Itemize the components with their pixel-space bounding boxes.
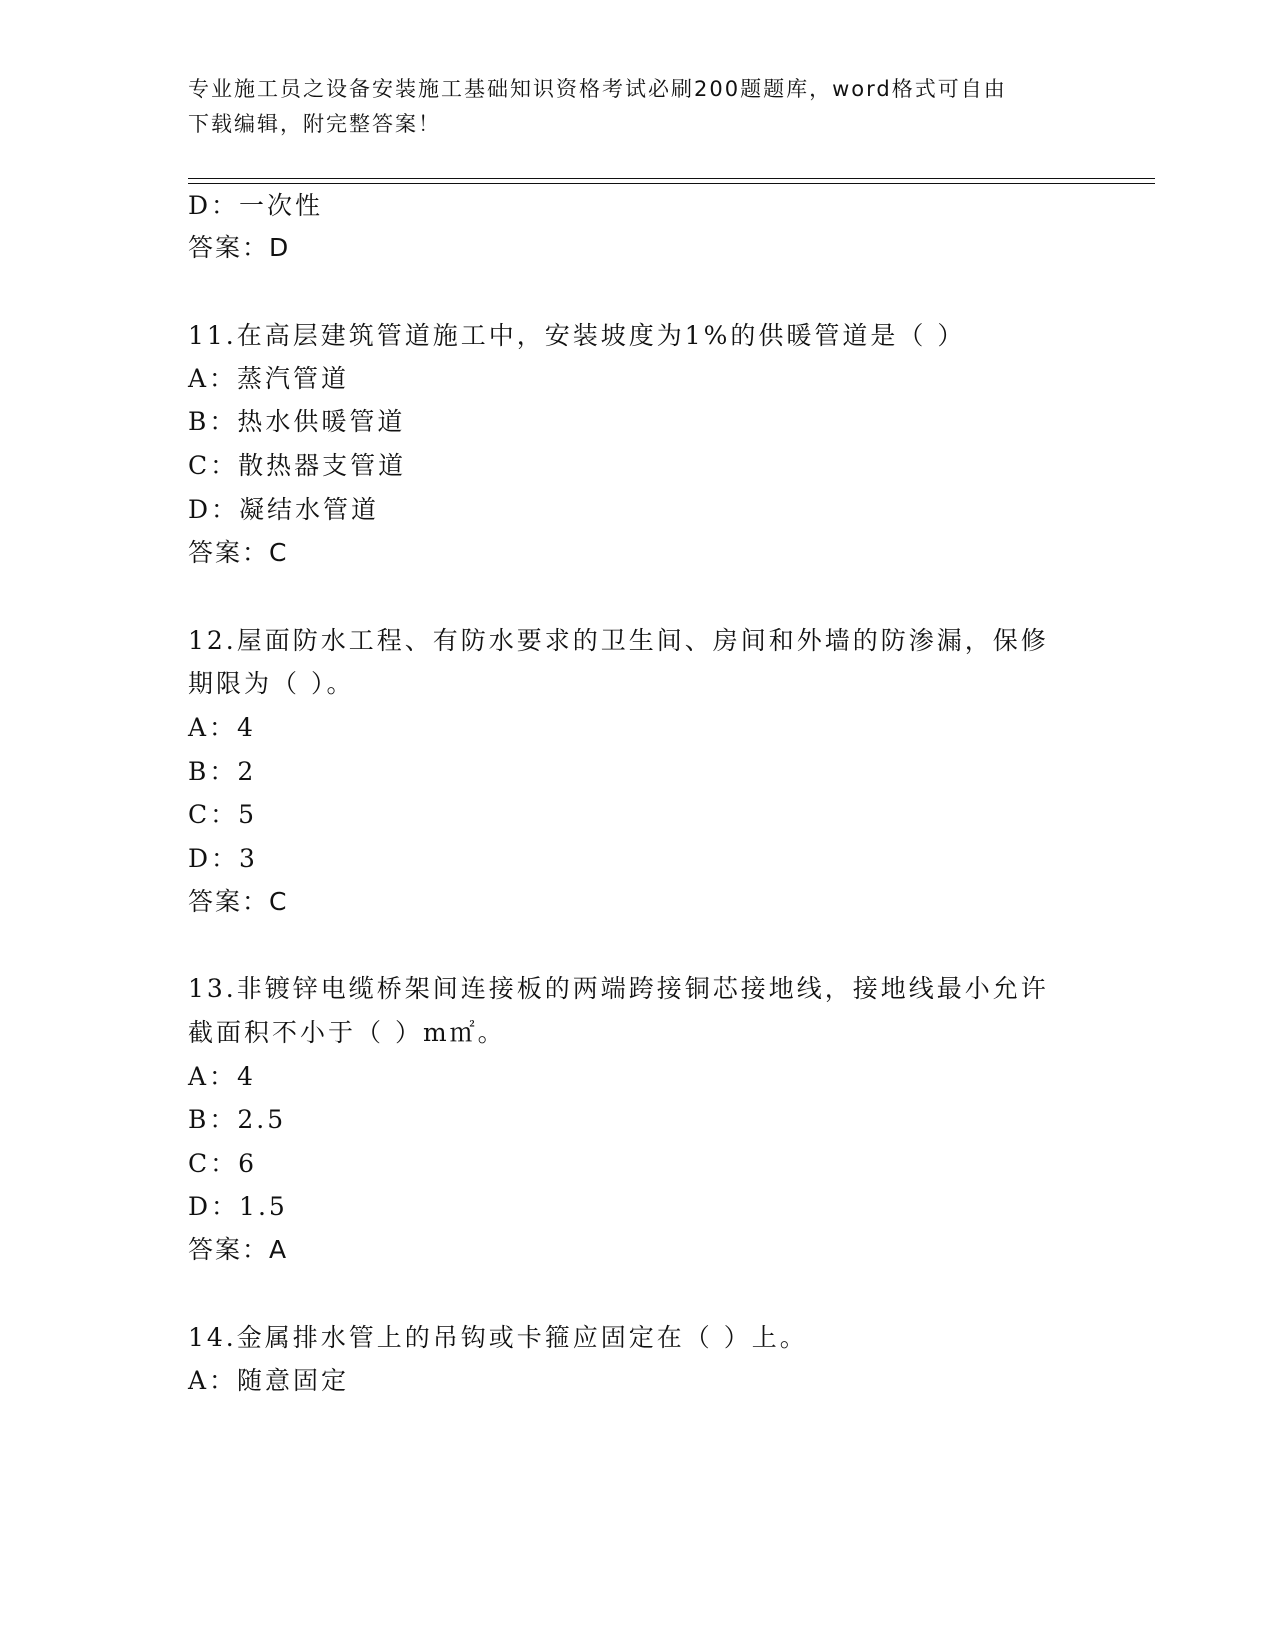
q12-option-a: A：4 [188,713,256,742]
q14-option-a: A：随意固定 [188,1366,350,1395]
prev-answer: 答案：D [188,233,291,262]
q11-option-c: C：散热器支管道 [188,451,407,480]
q12-answer: 答案：C [188,887,289,916]
q12-stem-line-1: 12.屋面防水工程、有防水要求的卫生间、房间和外墙的防渗漏，保修 [188,626,1049,655]
q12-option-b: B：2 [188,757,257,786]
document-header [188,72,1088,142]
q13-option-a: A：4 [188,1062,256,1091]
q13-stem-line-2: 截面积不小于（ ）m㎡。 [188,1018,506,1047]
q11-stem: 11.在高层建筑管道施工中，安装坡度为1%的供暖管道是（ ） [188,321,966,350]
q12-option-c: C：5 [188,800,258,829]
q13-option-c: C：6 [188,1149,258,1178]
q11-option-a: A：蒸汽管道 [188,364,350,393]
header-divider-top [188,178,1155,179]
header-line-1: 专业施工员之设备安装施工基础知识资格考试必刷200题题库，word格式可自由 [188,77,1007,101]
q12-stem-line-2: 期限为（ ）。 [188,669,355,698]
q13-option-b: B：2.5 [188,1105,287,1134]
q11-answer: 答案：C [188,538,289,567]
q11-option-d: D：凝结水管道 [188,495,380,524]
header-divider-bottom [188,183,1155,184]
q14-stem: 14.金属排水管上的吊钩或卡箍应固定在（ ）上。 [188,1323,808,1352]
prev-option-d: D：一次性 [188,191,324,220]
q13-answer: 答案：A [188,1235,289,1264]
q13-stem-line-1: 13.非镀锌电缆桥架间连接板的两端跨接铜芯接地线，接地线最小允许 [188,974,1049,1003]
q11-option-b: B：热水供暖管道 [188,407,406,436]
q12-option-d: D：3 [188,844,258,873]
q13-option-d: D：1.5 [188,1192,288,1221]
header-line-2: 下载编辑，附完整答案！ [188,112,441,136]
